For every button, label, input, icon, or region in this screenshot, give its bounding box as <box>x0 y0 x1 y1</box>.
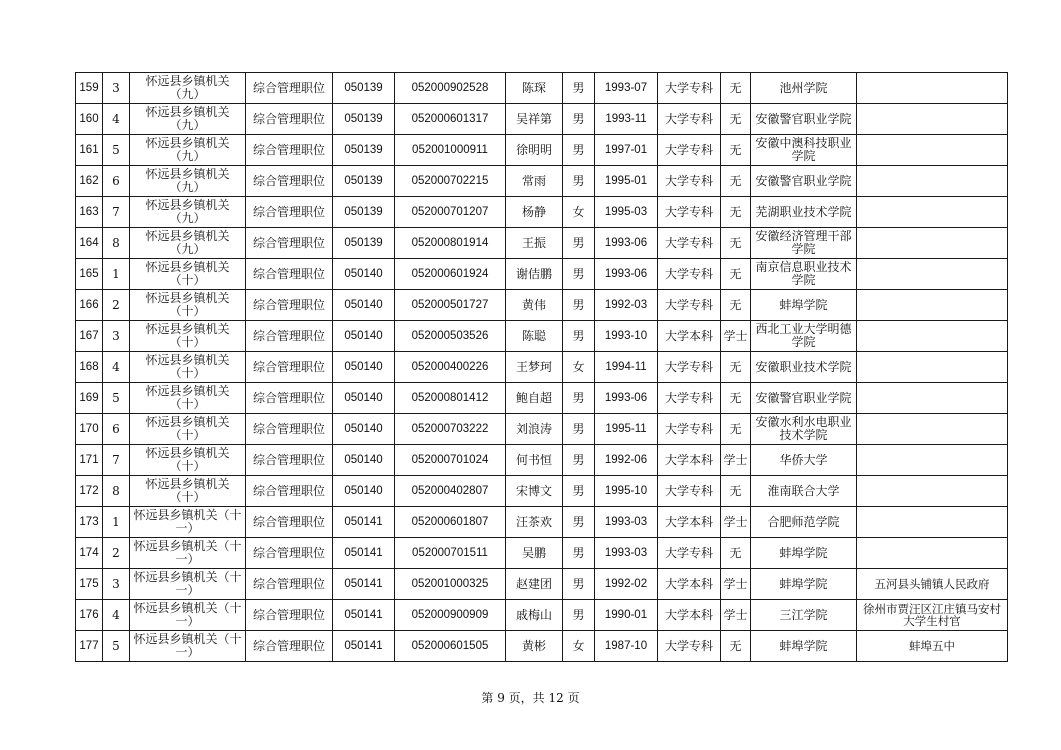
recruiting-unit-cell: 怀远县乡镇机关（九） <box>130 228 246 259</box>
work-unit-cell <box>857 166 1008 197</box>
school-cell: 西北工业大学明德学院 <box>751 321 857 352</box>
position-code-cell: 050140 <box>333 290 395 321</box>
candidate-name-cell: 汪茶欢 <box>506 507 563 538</box>
row-number-cell: 162 <box>76 166 103 197</box>
education-cell: 大学专科 <box>658 228 721 259</box>
education-cell: 大学专科 <box>658 352 721 383</box>
table-body <box>76 73 1008 662</box>
gender-cell: 女 <box>563 631 595 662</box>
birth-date-cell: 1992-03 <box>595 290 658 321</box>
position-rank-cell: 5 <box>103 135 130 166</box>
candidate-name-cell: 宋博文 <box>506 476 563 507</box>
birth-date-cell: 1995-11 <box>595 414 658 445</box>
work-unit-cell <box>857 414 1008 445</box>
education-cell: 大学专科 <box>658 631 721 662</box>
exam-number-cell: 052001000911 <box>395 135 506 166</box>
position-name-cell: 综合管理职位 <box>246 135 333 166</box>
position-name-cell: 综合管理职位 <box>246 290 333 321</box>
birth-date-cell: 1992-06 <box>595 445 658 476</box>
recruiting-unit-cell: 怀远县乡镇机关（十） <box>130 476 246 507</box>
birth-date-cell: 1990-01 <box>595 600 658 631</box>
gender-cell: 男 <box>563 321 595 352</box>
table-row <box>76 228 1008 259</box>
page-number: 第 9 页，共 12 页 <box>481 691 580 705</box>
school-cell: 三江学院 <box>751 600 857 631</box>
recruiting-unit-cell: 怀远县乡镇机关（九） <box>130 104 246 135</box>
table-row <box>76 290 1008 321</box>
education-cell: 大学专科 <box>658 538 721 569</box>
work-unit-cell <box>857 538 1008 569</box>
work-unit-cell <box>857 290 1008 321</box>
position-name-cell: 综合管理职位 <box>246 73 333 104</box>
education-cell: 大学专科 <box>658 383 721 414</box>
position-code-cell: 050139 <box>333 104 395 135</box>
birth-date-cell: 1994-11 <box>595 352 658 383</box>
birth-date-cell: 1995-10 <box>595 476 658 507</box>
exam-number-cell: 052000702215 <box>395 166 506 197</box>
position-name-cell: 综合管理职位 <box>246 321 333 352</box>
position-rank-cell: 8 <box>103 476 130 507</box>
gender-cell: 男 <box>563 135 595 166</box>
work-unit-cell <box>857 259 1008 290</box>
recruiting-unit-cell: 怀远县乡镇机关（十） <box>130 352 246 383</box>
exam-number-cell: 052000902528 <box>395 73 506 104</box>
position-rank-cell: 7 <box>103 445 130 476</box>
candidate-name-cell: 戚梅山 <box>506 600 563 631</box>
gender-cell: 男 <box>563 414 595 445</box>
education-cell: 大学专科 <box>658 135 721 166</box>
recruiting-unit-cell: 怀远县乡镇机关（十一） <box>130 507 246 538</box>
gender-cell: 男 <box>563 476 595 507</box>
recruiting-unit-cell: 怀远县乡镇机关（十） <box>130 445 246 476</box>
exam-number-cell: 052000503526 <box>395 321 506 352</box>
birth-date-cell: 1993-06 <box>595 228 658 259</box>
position-name-cell: 综合管理职位 <box>246 631 333 662</box>
position-rank-cell: 5 <box>103 383 130 414</box>
recruiting-unit-cell: 怀远县乡镇机关（九） <box>130 135 246 166</box>
row-number-cell: 167 <box>76 321 103 352</box>
position-code-cell: 050139 <box>333 197 395 228</box>
degree-cell: 无 <box>721 631 751 662</box>
row-number-cell: 170 <box>76 414 103 445</box>
position-code-cell: 050141 <box>333 538 395 569</box>
candidate-name-cell: 吴祥第 <box>506 104 563 135</box>
exam-number-cell: 052000701511 <box>395 538 506 569</box>
education-cell: 大学专科 <box>658 259 721 290</box>
candidate-name-cell: 陈琛 <box>506 73 563 104</box>
table-row <box>76 631 1008 662</box>
candidate-name-cell: 吴鹏 <box>506 538 563 569</box>
candidate-name-cell: 何书恒 <box>506 445 563 476</box>
candidate-name-cell: 黄彬 <box>506 631 563 662</box>
position-name-cell: 综合管理职位 <box>246 538 333 569</box>
row-number-cell: 163 <box>76 197 103 228</box>
school-cell: 安徽警官职业学院 <box>751 383 857 414</box>
table-row <box>76 600 1008 631</box>
candidate-name-cell: 杨静 <box>506 197 563 228</box>
work-unit-cell: 徐州市贾汪区江庄镇马安村大学生村官 <box>857 600 1008 631</box>
recruiting-unit-cell: 怀远县乡镇机关（十） <box>130 259 246 290</box>
degree-cell: 无 <box>721 73 751 104</box>
exam-number-cell: 052000801914 <box>395 228 506 259</box>
exam-number-cell: 052000601505 <box>395 631 506 662</box>
birth-date-cell: 1993-03 <box>595 538 658 569</box>
row-number-cell: 177 <box>76 631 103 662</box>
position-name-cell: 综合管理职位 <box>246 445 333 476</box>
work-unit-cell: 蚌埠五中 <box>857 631 1008 662</box>
position-rank-cell: 6 <box>103 414 130 445</box>
gender-cell: 男 <box>563 73 595 104</box>
position-code-cell: 050139 <box>333 73 395 104</box>
table-row <box>76 414 1008 445</box>
education-cell: 大学专科 <box>658 476 721 507</box>
recruiting-unit-cell: 怀远县乡镇机关（九） <box>130 73 246 104</box>
row-number-cell: 159 <box>76 73 103 104</box>
birth-date-cell: 1995-03 <box>595 197 658 228</box>
position-rank-cell: 4 <box>103 352 130 383</box>
position-name-cell: 综合管理职位 <box>246 352 333 383</box>
row-number-cell: 169 <box>76 383 103 414</box>
work-unit-cell <box>857 445 1008 476</box>
position-rank-cell: 3 <box>103 321 130 352</box>
exam-number-cell: 052000402807 <box>395 476 506 507</box>
work-unit-cell <box>857 104 1008 135</box>
gender-cell: 男 <box>563 538 595 569</box>
school-cell: 华侨大学 <box>751 445 857 476</box>
table-row <box>76 383 1008 414</box>
degree-cell: 无 <box>721 104 751 135</box>
school-cell: 安徽中澳科技职业学院 <box>751 135 857 166</box>
work-unit-cell <box>857 321 1008 352</box>
recruiting-unit-cell: 怀远县乡镇机关（十） <box>130 383 246 414</box>
education-cell: 大学专科 <box>658 197 721 228</box>
position-name-cell: 综合管理职位 <box>246 383 333 414</box>
work-unit-cell <box>857 383 1008 414</box>
position-rank-cell: 7 <box>103 197 130 228</box>
candidate-name-cell: 刘浪涛 <box>506 414 563 445</box>
row-number-cell: 161 <box>76 135 103 166</box>
table-row <box>76 352 1008 383</box>
recruiting-unit-cell: 怀远县乡镇机关（十一） <box>130 600 246 631</box>
position-code-cell: 050139 <box>333 166 395 197</box>
position-rank-cell: 2 <box>103 290 130 321</box>
exam-number-cell: 052000601807 <box>395 507 506 538</box>
candidate-name-cell: 鲍自超 <box>506 383 563 414</box>
education-cell: 大学本科 <box>658 445 721 476</box>
exam-number-cell: 052001000325 <box>395 569 506 600</box>
table-row <box>76 135 1008 166</box>
school-cell: 芜湖职业技术学院 <box>751 197 857 228</box>
degree-cell: 无 <box>721 290 751 321</box>
position-rank-cell: 1 <box>103 259 130 290</box>
exam-number-cell: 052000801412 <box>395 383 506 414</box>
birth-date-cell: 1995-01 <box>595 166 658 197</box>
education-cell: 大学专科 <box>658 166 721 197</box>
birth-date-cell: 1997-01 <box>595 135 658 166</box>
row-number-cell: 164 <box>76 228 103 259</box>
recruiting-unit-cell: 怀远县乡镇机关（十） <box>130 321 246 352</box>
table-row <box>76 569 1008 600</box>
table-row <box>76 321 1008 352</box>
exam-number-cell: 052000701207 <box>395 197 506 228</box>
row-number-cell: 175 <box>76 569 103 600</box>
work-unit-cell <box>857 352 1008 383</box>
recruiting-unit-cell: 怀远县乡镇机关（十一） <box>130 569 246 600</box>
position-code-cell: 050140 <box>333 352 395 383</box>
recruiting-unit-cell: 怀远县乡镇机关（十一） <box>130 631 246 662</box>
gender-cell: 男 <box>563 104 595 135</box>
gender-cell: 男 <box>563 445 595 476</box>
gender-cell: 男 <box>563 259 595 290</box>
position-rank-cell: 2 <box>103 538 130 569</box>
birth-date-cell: 1993-06 <box>595 259 658 290</box>
education-cell: 大学本科 <box>658 507 721 538</box>
degree-cell: 无 <box>721 166 751 197</box>
exam-number-cell: 052000501727 <box>395 290 506 321</box>
exam-number-cell: 052000601317 <box>395 104 506 135</box>
school-cell: 蚌埠学院 <box>751 290 857 321</box>
position-code-cell: 050140 <box>333 321 395 352</box>
education-cell: 大学专科 <box>658 73 721 104</box>
position-rank-cell: 5 <box>103 631 130 662</box>
position-name-cell: 综合管理职位 <box>246 476 333 507</box>
position-code-cell: 050141 <box>333 569 395 600</box>
candidate-table <box>75 72 1008 662</box>
degree-cell: 无 <box>721 228 751 259</box>
education-cell: 大学本科 <box>658 569 721 600</box>
gender-cell: 女 <box>563 352 595 383</box>
work-unit-cell: 五河县头铺镇人民政府 <box>857 569 1008 600</box>
gender-cell: 男 <box>563 290 595 321</box>
school-cell: 蚌埠学院 <box>751 538 857 569</box>
position-code-cell: 050139 <box>333 228 395 259</box>
work-unit-cell <box>857 197 1008 228</box>
candidate-name-cell: 谢佶鹏 <box>506 259 563 290</box>
candidate-name-cell: 黄伟 <box>506 290 563 321</box>
row-number-cell: 166 <box>76 290 103 321</box>
position-rank-cell: 3 <box>103 569 130 600</box>
school-cell: 池州学院 <box>751 73 857 104</box>
degree-cell: 学士 <box>721 445 751 476</box>
degree-cell: 无 <box>721 135 751 166</box>
gender-cell: 男 <box>563 228 595 259</box>
position-code-cell: 050141 <box>333 507 395 538</box>
candidate-name-cell: 赵建团 <box>506 569 563 600</box>
exam-number-cell: 052000400226 <box>395 352 506 383</box>
candidate-name-cell: 徐明明 <box>506 135 563 166</box>
exam-number-cell: 052000601924 <box>395 259 506 290</box>
birth-date-cell: 1993-03 <box>595 507 658 538</box>
degree-cell: 无 <box>721 538 751 569</box>
work-unit-cell <box>857 73 1008 104</box>
education-cell: 大学本科 <box>658 321 721 352</box>
work-unit-cell <box>857 135 1008 166</box>
row-number-cell: 165 <box>76 259 103 290</box>
birth-date-cell: 1993-06 <box>595 383 658 414</box>
school-cell: 安徽警官职业学院 <box>751 166 857 197</box>
degree-cell: 无 <box>721 476 751 507</box>
degree-cell: 无 <box>721 352 751 383</box>
school-cell: 蚌埠学院 <box>751 631 857 662</box>
degree-cell: 学士 <box>721 569 751 600</box>
education-cell: 大学本科 <box>658 600 721 631</box>
recruiting-unit-cell: 怀远县乡镇机关（九） <box>130 197 246 228</box>
school-cell: 淮南联合大学 <box>751 476 857 507</box>
birth-date-cell: 1992-02 <box>595 569 658 600</box>
position-code-cell: 050140 <box>333 445 395 476</box>
recruiting-unit-cell: 怀远县乡镇机关（十） <box>130 414 246 445</box>
table-row <box>76 197 1008 228</box>
table-row <box>76 507 1008 538</box>
birth-date-cell: 1987-10 <box>595 631 658 662</box>
position-code-cell: 050140 <box>333 259 395 290</box>
school-cell: 蚌埠学院 <box>751 569 857 600</box>
gender-cell: 女 <box>563 197 595 228</box>
work-unit-cell <box>857 507 1008 538</box>
position-name-cell: 综合管理职位 <box>246 414 333 445</box>
recruiting-unit-cell: 怀远县乡镇机关（九） <box>130 166 246 197</box>
position-code-cell: 050140 <box>333 383 395 414</box>
work-unit-cell <box>857 228 1008 259</box>
table-row <box>76 73 1008 104</box>
school-cell: 安徽经济管理干部学院 <box>751 228 857 259</box>
degree-cell: 学士 <box>721 321 751 352</box>
degree-cell: 无 <box>721 259 751 290</box>
school-cell: 合肥师范学院 <box>751 507 857 538</box>
row-number-cell: 168 <box>76 352 103 383</box>
gender-cell: 男 <box>563 383 595 414</box>
position-name-cell: 综合管理职位 <box>246 600 333 631</box>
position-code-cell: 050139 <box>333 135 395 166</box>
table-row <box>76 259 1008 290</box>
position-rank-cell: 1 <box>103 507 130 538</box>
position-code-cell: 050141 <box>333 600 395 631</box>
position-rank-cell: 4 <box>103 600 130 631</box>
gender-cell: 男 <box>563 166 595 197</box>
table-row <box>76 538 1008 569</box>
table-row <box>76 476 1008 507</box>
candidate-name-cell: 陈聪 <box>506 321 563 352</box>
position-name-cell: 综合管理职位 <box>246 259 333 290</box>
position-rank-cell: 8 <box>103 228 130 259</box>
education-cell: 大学专科 <box>658 414 721 445</box>
gender-cell: 男 <box>563 600 595 631</box>
birth-date-cell: 1993-07 <box>595 73 658 104</box>
school-cell: 安徽职业技术学院 <box>751 352 857 383</box>
row-number-cell: 176 <box>76 600 103 631</box>
position-rank-cell: 6 <box>103 166 130 197</box>
table-row <box>76 104 1008 135</box>
position-rank-cell: 4 <box>103 104 130 135</box>
school-cell: 南京信息职业技术学院 <box>751 259 857 290</box>
school-cell: 安徽水利水电职业技术学院 <box>751 414 857 445</box>
table-row <box>76 166 1008 197</box>
education-cell: 大学专科 <box>658 290 721 321</box>
row-number-cell: 160 <box>76 104 103 135</box>
candidate-name-cell: 王振 <box>506 228 563 259</box>
exam-number-cell: 052000900909 <box>395 600 506 631</box>
degree-cell: 学士 <box>721 600 751 631</box>
degree-cell: 无 <box>721 414 751 445</box>
position-code-cell: 050141 <box>333 631 395 662</box>
degree-cell: 无 <box>721 383 751 414</box>
degree-cell: 学士 <box>721 507 751 538</box>
row-number-cell: 171 <box>76 445 103 476</box>
position-name-cell: 综合管理职位 <box>246 507 333 538</box>
gender-cell: 男 <box>563 507 595 538</box>
work-unit-cell <box>857 476 1008 507</box>
row-number-cell: 174 <box>76 538 103 569</box>
birth-date-cell: 1993-11 <box>595 104 658 135</box>
row-number-cell: 172 <box>76 476 103 507</box>
birth-date-cell: 1993-10 <box>595 321 658 352</box>
candidate-name-cell: 王梦珂 <box>506 352 563 383</box>
degree-cell: 无 <box>721 197 751 228</box>
position-name-cell: 综合管理职位 <box>246 228 333 259</box>
table-row <box>76 445 1008 476</box>
position-name-cell: 综合管理职位 <box>246 166 333 197</box>
position-name-cell: 综合管理职位 <box>246 197 333 228</box>
school-cell: 安徽警官职业学院 <box>751 104 857 135</box>
position-name-cell: 综合管理职位 <box>246 569 333 600</box>
row-number-cell: 173 <box>76 507 103 538</box>
recruiting-unit-cell: 怀远县乡镇机关（十一） <box>130 538 246 569</box>
exam-number-cell: 052000701024 <box>395 445 506 476</box>
position-name-cell: 综合管理职位 <box>246 104 333 135</box>
recruiting-unit-cell: 怀远县乡镇机关（十） <box>130 290 246 321</box>
candidate-name-cell: 常雨 <box>506 166 563 197</box>
gender-cell: 男 <box>563 569 595 600</box>
exam-number-cell: 052000703222 <box>395 414 506 445</box>
education-cell: 大学专科 <box>658 104 721 135</box>
position-rank-cell: 3 <box>103 73 130 104</box>
position-code-cell: 050140 <box>333 476 395 507</box>
position-code-cell: 050140 <box>333 414 395 445</box>
